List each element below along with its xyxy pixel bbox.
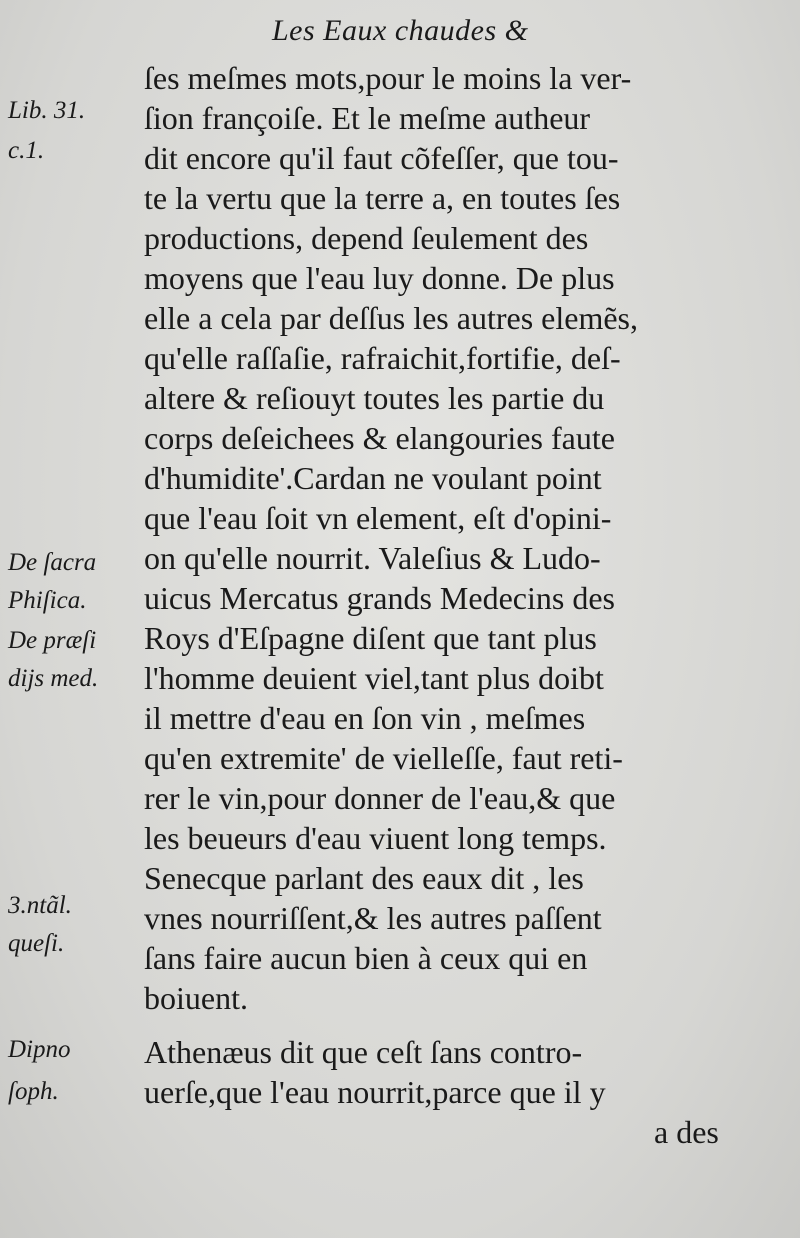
text-line: d'humidite'.Cardan ne voulant point [144,460,602,496]
text-line: uicus Mercatus grands Medecins des [144,580,615,616]
text-line: dit encore qu'il faut cõfeſſer, que tou- [144,140,619,176]
text-line: il mettre d'eau en ſon vin , meſmes [144,700,586,736]
margin-note: Dipno [8,1036,71,1063]
text-line: rer le vin,pour donner de l'eau,& que [144,780,616,816]
text-line: vnes nourriſſent,& les autres paſſent [144,900,602,936]
text-line: ſes meſmes mots,pour le moins la ver- [144,60,632,96]
margin-note: ſoph. [8,1078,59,1105]
text-line: Roys d'Eſpagne diſent que tant plus [144,620,597,656]
text-line: altere & reſiouyt toutes les partie du [144,380,605,416]
text-line: boiuent. [144,980,248,1016]
margin-note: 3.ntãl. [8,892,72,919]
catchword: a des [654,1114,719,1150]
margin-note: De præſi [8,627,97,654]
text-line: l'homme deuient viel,tant plus doibt [144,660,604,696]
text-line: qu'en extremite' de vielleſſe, faut reti- [144,740,623,776]
margin-note: queſi. [8,930,65,957]
margin-note: dijs med. [8,665,99,692]
text-line: elle a cela par deſſus les autres elemẽs, [144,300,638,336]
running-head: Les Eaux chaudes & [272,14,529,47]
text-line: moyens que l'eau luy donne. De plus [144,260,615,296]
text-line: que l'eau ſoit vn element, eſt d'opini- [144,500,612,536]
text-line: on qu'elle nourrit. Valeſius & Ludo- [144,540,601,576]
text-line: Athenæus dit que ceſt ſans contro- [144,1034,583,1070]
text-line: productions, depend ſeulement des [144,220,589,256]
margin-note: De ſacra [8,549,97,576]
text-line: ſion françoiſe. Et le meſme autheur [144,100,591,136]
text-line: qu'elle raſſaſie, rafraichit,fortifie, deſ- [144,340,621,376]
text-line: les beueurs d'eau viuent long temps. [144,820,607,856]
text-line: ſans faire aucun bien à ceux qui en [144,940,588,976]
text-line: corps deſeichees & elangouries faute [144,420,615,456]
text-line: te la vertu que la terre a, en toutes ſes [144,180,621,216]
text-line: Senecque parlant des eaux dit , les [144,860,584,896]
margin-note: Lib. 31. [8,97,86,124]
margin-note: Phiſica. [8,587,87,614]
margin-note: c.1. [8,137,45,164]
text-line: uerſe,que l'eau nourrit,parce que il y [144,1074,606,1110]
